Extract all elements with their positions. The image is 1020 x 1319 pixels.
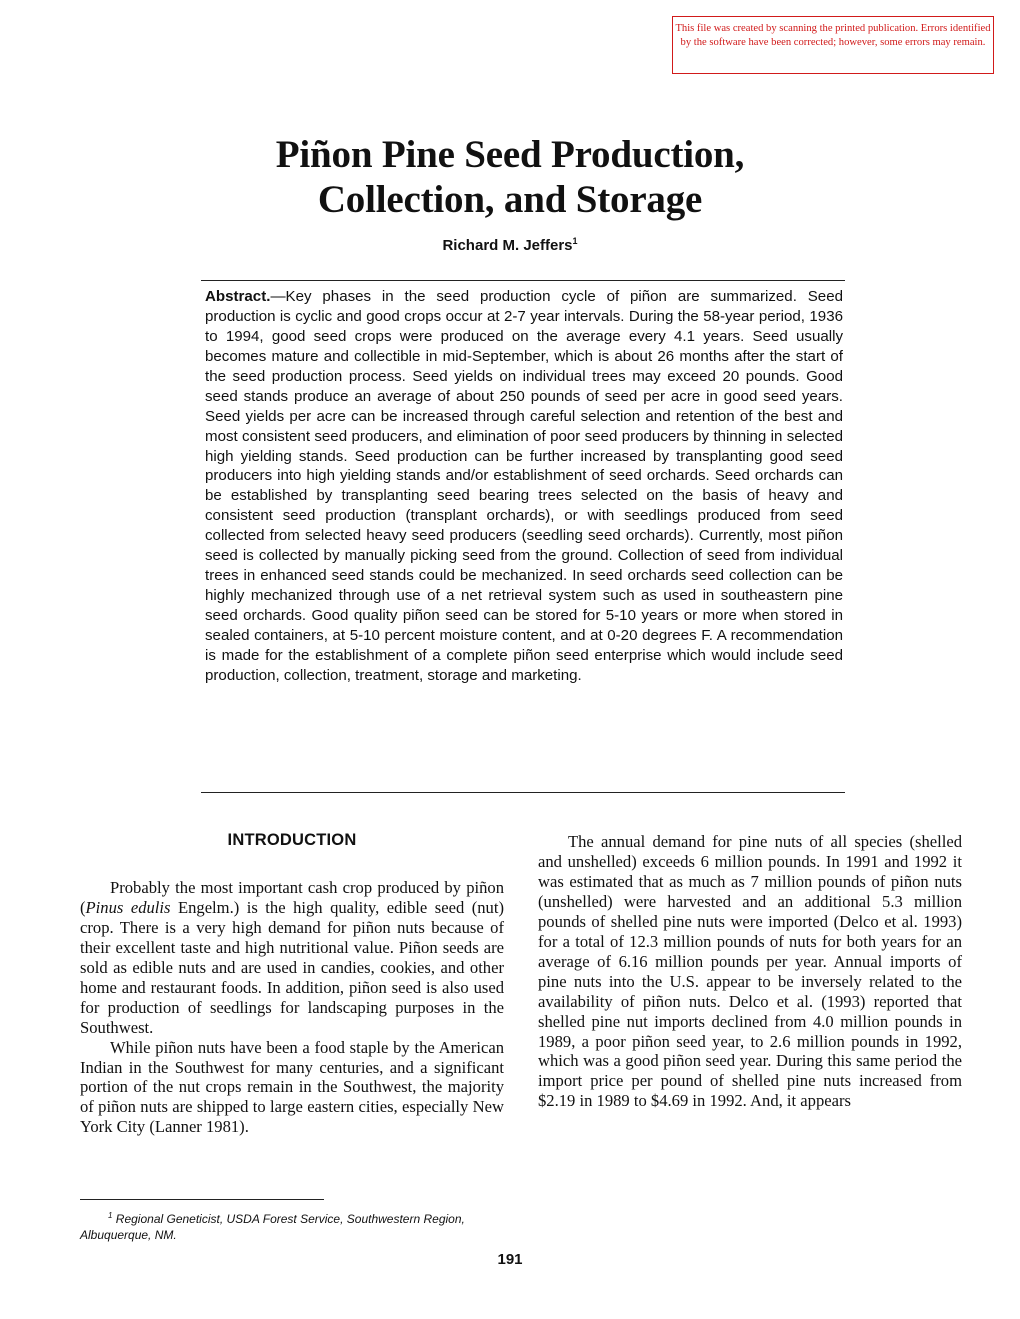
paper-title [180,132,840,222]
author-footnote-mark: 1 [572,236,578,246]
latin-species-name: Pinus edulis [85,897,171,917]
intro-paragraph-2: While piñon nuts have been a food staple by the American Indian in the Southwest for many centuries, and a significant portion of the nut crops remain in the Southwest, the majority of piñon nuts are shipped to large eastern cities, especially New York City (Lanner 1981). [80,1037,504,1137]
abstract-paragraph [205,287,843,686]
author-name: Richard M. Jeffers [442,237,573,254]
scan-notice-box [672,16,994,74]
abstract-bottom-rule [201,792,845,793]
abstract-top-rule [201,280,845,281]
title-line-2: Collection, and Storage [317,178,703,221]
footnote-mark: 1 [108,1211,113,1220]
abstract-text: —Key phases in the seed production cycle of piñon are summarized. Seed production is cyclic and good crops occur at 2-7 year intervals. During the 58-year period, 1936 to 1994, good seed crops were produced on the average every 4.1 years. Seed usually becomes mature and collectible in mid-September, which is about 26 months after the start of the seed production process. Seed yields on individual trees may exceed 20 pounds. Good seed stands produce an average of about 250 pounds of seed per acre in good seed years. Seed yields per acre can be increased through careful selection and retention of the best and most consistent seed producers, and elimination of poor seed producers by thinning in selected high yielding stands. Seed production can be further increased by transplanting good seed producers into high yielding stands and/or establishment of seed orchards. Seed orchards can be established by transplanting seed bearing trees selected on the basis of heavy and consistent seed production (transplant orchards), or with seedlings produced from seed collected from selected heavy seed producers (seedling seed orchards). Currently, most piñon seed is collected by manually picking seed from the ground. Collection of seed from individual trees in enhanced seed stands could be mechanized. In seed orchards seed collection can be highly mechanized through use of a net retrieval system such as used in southeastern pine seed orchards. Good quality piñon seed can be stored for 5-10 years or more when stored in sealed containers, at 5-10 percent moisture content, and at 0-20 degrees F. A recommendation is made for the establishment of a complete piñon seed enterprise which would include seed production, collection, treatment, storage and marketing. [205,288,843,684]
left-column [80,831,504,1137]
intro-paragraph-3: The annual demand for pine nuts of all species (shelled and unshelled) exceeds 6 million pounds. In 1991 and 1992 it was estimated that as much as 7 million pounds of piñon nuts (unshelled) were harvested and an additional 5.3 million pounds of shelled pine nuts were imported (Delco et al. 1993) for a total of 12.3 million pounds of nuts for both years for an average of 6.16 million pounds per year. Annual imports of pine nuts into the U.S. appear to be inversely related to the availability of piñon nuts. Delco et al. (1993) reported that shelled pine nut imports declined from 4.0 million pounds in 1989, a poor piñon seed year, to 2.6 million pounds in 1992, which was a good piñon seed year. During this same period the import price per pound of shelled pine nuts increased from $2.19 in 1989 to $4.69 in 1992. And, it appears [538,832,962,1111]
footnote-text: Regional Geneticist, USDA Forest Service, Southwestern Region, Albuquerque, NM. [80,1212,465,1242]
footnote-rule [80,1199,324,1200]
footnote [80,1208,520,1243]
scan-notice-text: This file was created by scanning the printed publication. Errors identified by the software have been corrected; however, some errors may remain. [675,23,991,49]
author-line [180,236,840,254]
abstract-label: Abstract. [205,288,271,305]
right-column [538,832,962,1111]
section-heading-introduction: INTRODUCTION [227,831,357,849]
page-number: 191 [497,1251,523,1268]
title-line-1: Piñon Pine Seed Production, [275,133,745,176]
intro-paragraph-1: Probably the most important cash crop produced by piñon (Pinus edulis Engelm.) is the high quality, edible seed (nut) crop. There is a very high demand for piñon nuts because of their excellent taste and high nutritional value. Piñon seeds are sold as edible nuts and are used in candies, cookies, and other home and restaurant foods. In addition, piñon seed is also used for production of seedlings for landscaping purposes in the Southwest. [80,877,504,1037]
